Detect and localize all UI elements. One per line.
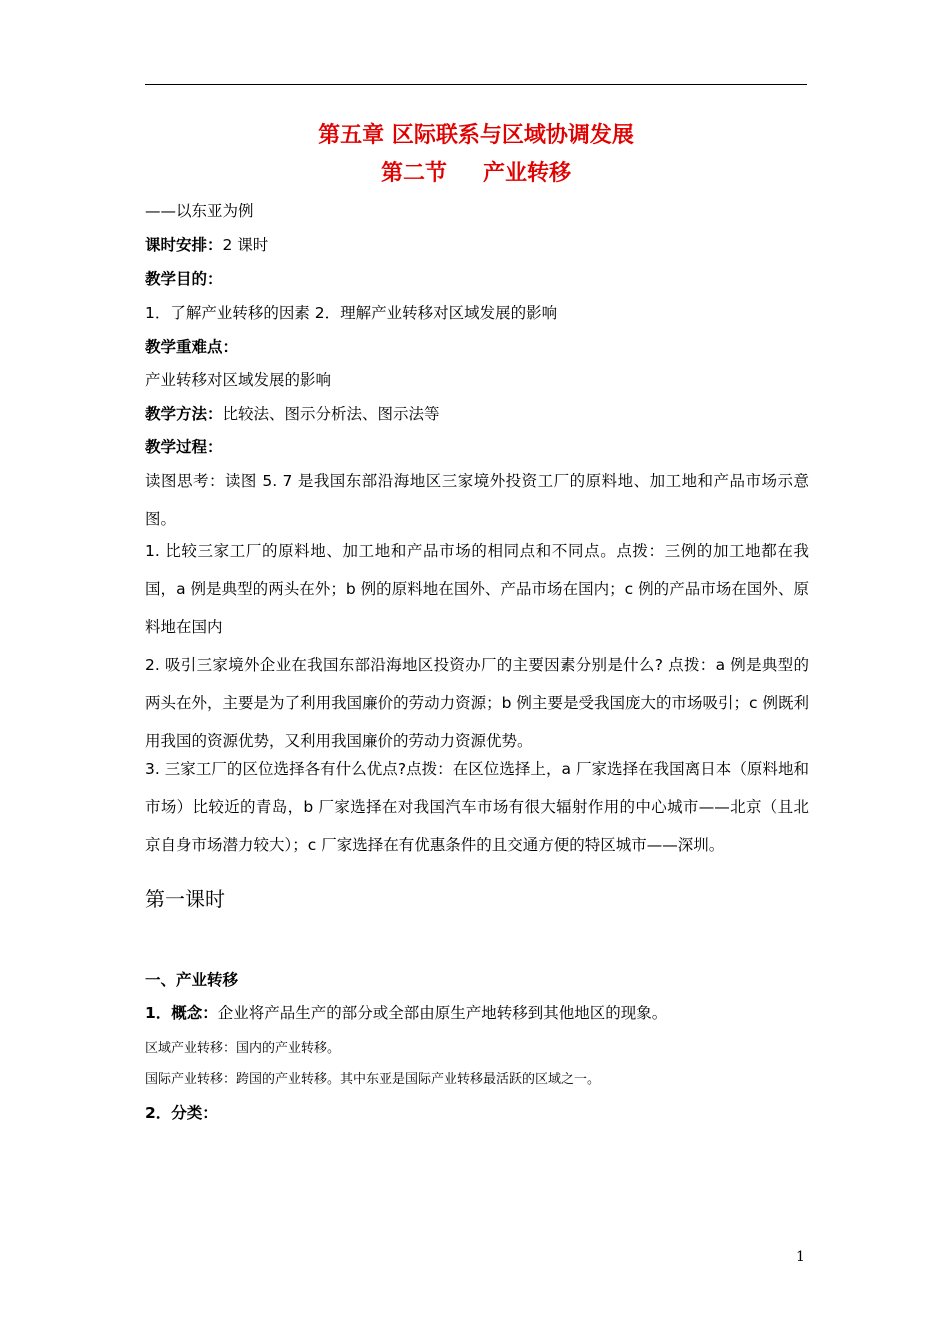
- process-intro: 读图思考：读图 5. 7 是我国东部沿海地区三家境外投资工厂的原料地、加工地和产品市场示意图。: [145, 472, 809, 528]
- section-name: 产业转移: [483, 161, 572, 186]
- section-number: 第二节: [380, 161, 447, 186]
- schedule-label: 课时安排：: [145, 236, 223, 254]
- methods-value: 比较法、图示分析法、图示法等: [222, 405, 440, 423]
- methods-label: 教学方法：: [145, 405, 223, 423]
- process-question-2: 2. 吸引三家境外企业在我国东部沿海地区投资办厂的主要因素分别是什么? 点拨：a 例是典型的两头在外，主要是为了利用我国廉价的劳动力资源；b 例主要是受我国庞大的市场吸引；c 例既利用我国的资源优势，又利用我国廉价的劳动力资源优势。: [145, 656, 809, 750]
- key-points-text: 产业转移对区域发展的影响: [145, 371, 332, 389]
- methods-line: [145, 407, 440, 423]
- schedule-value: 2 课时: [222, 236, 269, 254]
- objectives-text: 1．了解产业转移的因素 2．理解产业转移对区域发展的影响: [145, 304, 558, 322]
- concept-text: 企业将产品生产的部分或全部由原生产地转移到其他地区的现象。: [217, 1004, 668, 1022]
- process-question-1: 1. 比较三家工厂的原料地、加工地和产品市场的相同点和不同点。点拨：三例的加工地都在我国，a 例是典型的两头在外；b 例的原料地在国外、产品市场在国内；c 例的产品市场在国外、原料地在国内: [145, 542, 809, 636]
- chapter-title: 第五章 区际联系与区域协调发展: [318, 123, 634, 148]
- schedule-line: [145, 238, 268, 254]
- lesson-heading: 第一课时: [145, 887, 225, 911]
- classification-label: 2．分类：: [145, 1104, 218, 1122]
- process-label: 教学过程：: [145, 438, 223, 456]
- key-points-label: 教学重难点：: [145, 338, 239, 356]
- concept-line: [145, 1006, 667, 1022]
- section-title: [145, 163, 807, 185]
- part1-heading: 一、产业转移: [145, 971, 239, 989]
- concept-label: 1．概念：: [145, 1004, 218, 1022]
- regional-transfer: 区域产业转移：国内的产业转移。: [145, 1041, 341, 1056]
- page-number: 1: [796, 1249, 805, 1265]
- process-question-3: 3. 三家工厂的区位选择各有什么优点?点拨：在区位选择上，a 厂家选择在我国离日本（原料地和市场）比较近的青岛，b 厂家选择在对我国汽车市场有很大辐射作用的中心城市——北京（且北京自身市场潜力较大）；c 厂家选择在有优惠条件的且交通方便的特区城市——深圳。: [145, 760, 809, 854]
- header-rule: [145, 84, 807, 85]
- objectives-label: 教学目的：: [145, 270, 223, 288]
- international-transfer: 国际产业转移：跨国的产业转移。其中东亚是国际产业转移最活跃的区域之一。: [145, 1072, 601, 1087]
- subtitle: ——以东亚为例: [145, 202, 254, 220]
